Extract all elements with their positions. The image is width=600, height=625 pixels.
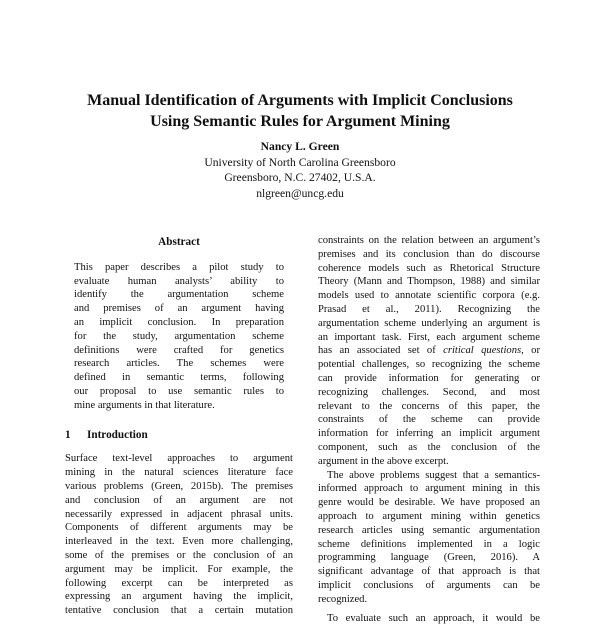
introduction-line: and conclusion of an argument are not [65, 494, 293, 506]
left-column [65, 234, 293, 618]
body-line [318, 289, 540, 303]
line-text: constraints on the relation between an argument’s [318, 235, 540, 246]
italic-term: critical questions [443, 345, 522, 357]
body-line: implicit conclusions of arguments can be [318, 579, 540, 591]
line-text: has an associated set of [318, 345, 444, 357]
abstract-line: identify the argumentation scheme [74, 289, 284, 301]
author-address: Greensboro, N.C. 27402, U.S.A. [224, 171, 376, 184]
line-text: coherence models such as Rhetorical Structure [318, 262, 540, 274]
author-name: Nancy L. Green [260, 140, 340, 153]
body-line: research articles using semantic argumentation [318, 524, 540, 536]
line-text: relevant to the concerns of this paper, the [318, 400, 540, 412]
body-line [318, 455, 540, 469]
section-number: 1 [65, 428, 71, 441]
line-text: argument in the above excerpt. [318, 455, 449, 467]
body-line [318, 400, 540, 414]
abstract-line: for the study, argumentation scheme [74, 330, 284, 342]
section-title: Introduction [87, 428, 148, 441]
body-line [318, 427, 540, 441]
abstract-line: definitions were crafted for genetics [74, 344, 284, 356]
line-text: information for inferring an implicit argument [318, 428, 540, 440]
body-line: recognized. [318, 593, 368, 605]
abstract-line: mine arguments in that literature. [74, 399, 215, 411]
line-text: recognizing challenges. Second, and most [318, 386, 540, 398]
body-line: approach to argument mining within genetics [318, 510, 540, 522]
abstract-line: our proposal to use semantic rules to [74, 385, 284, 397]
body-line: programming language (Green, 2016). A [318, 552, 540, 564]
line-text: argumentation scheme underlying an argument is [318, 317, 540, 329]
line-text: , or [521, 345, 540, 357]
paper-title [40, 90, 560, 132]
body-line: genre would be desirable. We have proposed an [318, 497, 540, 509]
body-line: To evaluate such an approach, it would be [327, 612, 540, 624]
introduction-body [65, 452, 293, 618]
line-text: models used to annotate scientific corpora (e.g. [318, 290, 540, 302]
body-line: significant advantage of that approach is that [318, 566, 540, 578]
line-text: premises and its conclusion than do discourse [318, 248, 540, 260]
line-text: Prasad et al., 2011). Recognizing the [318, 303, 540, 315]
body-line [318, 413, 540, 427]
right-column [318, 234, 540, 625]
right-paragraph-2 [318, 469, 540, 607]
introduction-line: various problems (Green, 2015b). The premises [65, 480, 293, 492]
introduction-line: Components of different arguments may be [65, 522, 293, 534]
abstract-line: This paper describes a pilot study to [74, 261, 284, 273]
author-email: nlgreen@uncg.edu [256, 186, 344, 200]
line-text: constraints of the scheme can provide [318, 414, 540, 426]
body-line: informed approach to argument mining in this [318, 483, 540, 495]
abstract-line: defined in semantic terms, following [74, 372, 284, 384]
body-line [318, 372, 540, 386]
abstract-line: an implicit conclusion. In preparation [74, 316, 284, 328]
body-line [318, 386, 540, 400]
introduction-line: following excerpt can be interpreted as [65, 577, 293, 589]
line-text: an important task. First, each argument scheme [318, 331, 540, 343]
right-paragraph-1 [318, 234, 540, 469]
body-line [318, 331, 540, 345]
section-heading-introduction [65, 429, 293, 443]
abstract-line: research articles. The schemes were [74, 358, 284, 370]
body-line [318, 234, 540, 248]
body-line [318, 275, 540, 289]
introduction-line: expressing an argument having the implicit, [65, 591, 293, 603]
abstract-line: evaluate human analysts’ ability to [74, 275, 284, 287]
author-affiliation: University of North Carolina Greensboro [204, 155, 396, 169]
body-line [318, 358, 540, 372]
introduction-line: some of the premises or the conclusion of an [65, 549, 293, 561]
introduction-line: tentative conclusion that a certain mutation [65, 605, 293, 617]
line-text: component, such as the conclusion of the [318, 441, 540, 453]
author-block [100, 139, 500, 201]
body-line [318, 262, 540, 276]
body-line [318, 303, 540, 317]
body-line [318, 344, 540, 358]
introduction-line: Surface text-level approaches to argument [65, 453, 293, 465]
body-line: scheme definitions implemented in a logic [318, 538, 540, 550]
introduction-line: mining in the natural sciences literature face [65, 467, 293, 479]
body-line: The above problems suggest that a semantics- [327, 469, 540, 481]
abstract-line: and premises of an argument having [74, 303, 284, 315]
body-line [318, 248, 540, 262]
introduction-line: argument may be implicit. For example, the [65, 563, 293, 575]
body-line [318, 441, 540, 455]
introduction-line: interleaved in the text. Even more challenging, [65, 536, 293, 548]
line-text: can provide information for generating or [318, 372, 540, 384]
abstract-heading: Abstract [158, 236, 200, 248]
line-text: potential challenges, so recognizing the scheme [318, 359, 540, 371]
line-text: Theory (Mann and Thompson, 1988) and similar [318, 276, 540, 288]
abstract-body [65, 261, 293, 413]
right-paragraph-3 [318, 612, 540, 625]
introduction-line: necessarily expressed in adjacent phrasal units. [65, 508, 293, 520]
title-line: Using Semantic Rules for Argument Mining [150, 113, 450, 130]
title-line: Manual Identification of Arguments with Implicit Conclusions [87, 92, 513, 109]
body-line [318, 317, 540, 331]
